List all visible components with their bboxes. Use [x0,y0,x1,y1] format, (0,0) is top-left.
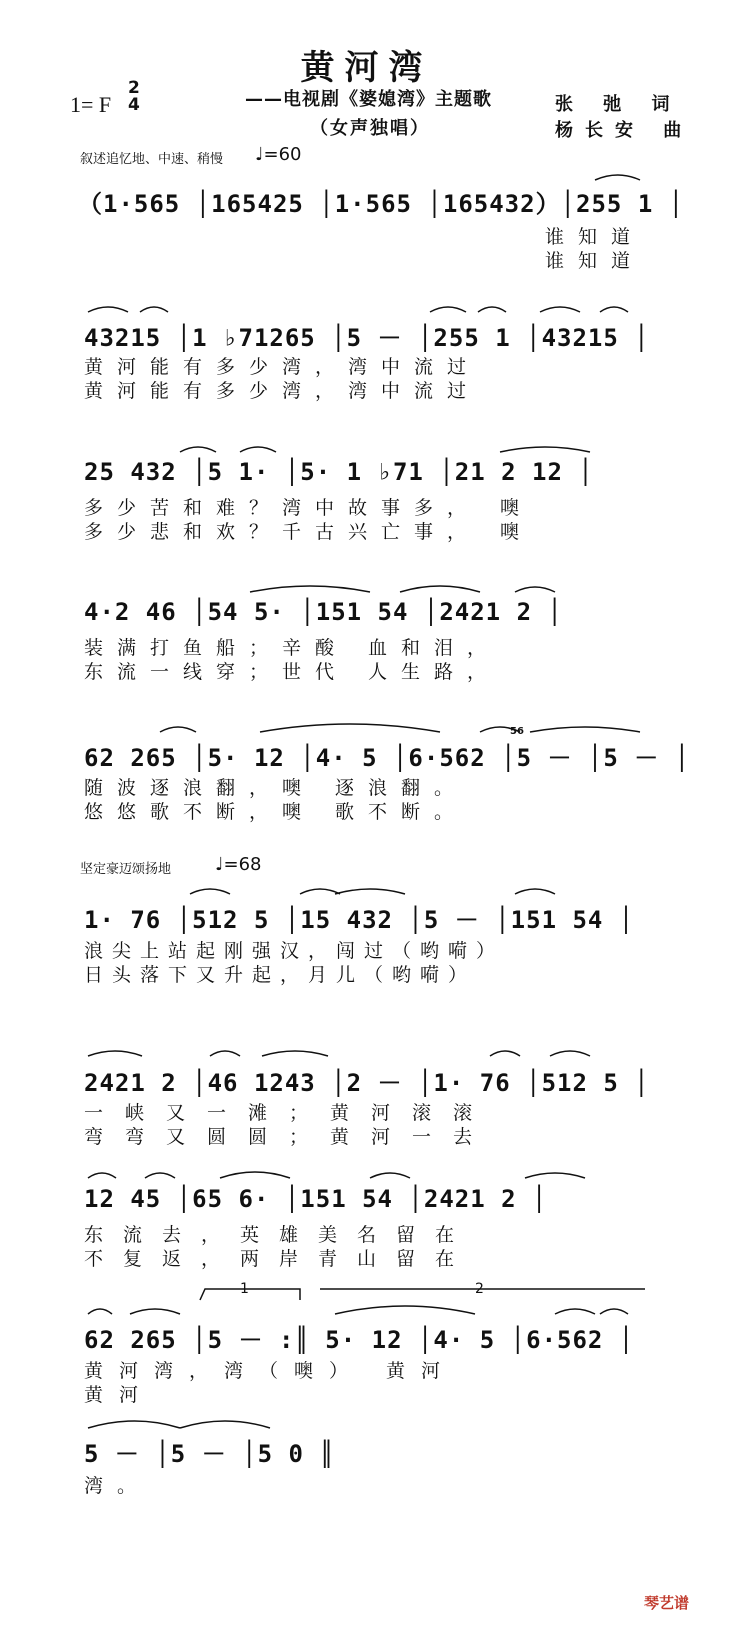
lyric-verse-1: 随波逐浪翻，噢 逐浪翻。 [84,777,468,799]
slur [335,1306,475,1314]
slur [500,447,590,452]
slur [595,175,640,180]
meter-bottom: 4 [128,95,140,115]
slur [478,307,506,312]
slur [335,889,405,894]
slur [240,447,276,452]
slur [88,1421,180,1428]
volta-bracket [200,1289,300,1300]
slur [88,307,128,312]
slur [220,1172,290,1178]
volta-second: 2 [475,1281,484,1297]
slur [530,727,640,732]
notation-line: 1· 76 │512 5 │15 432 │5 － │151 54 │ [84,906,635,934]
notation-line: 5 － │5 － │5 0 ║ [84,1440,335,1468]
notation-line: 4·2 46 │54 5· │151 54 │2421 2 │ [84,598,563,626]
meter-top: 2 [128,78,140,98]
grace-note: 56 [510,726,524,737]
slur [140,307,168,312]
slur [370,1173,410,1178]
slur [550,1051,590,1056]
lyric-verse-1: 黄河湾，湾（噢） 黄河 [84,1360,457,1382]
notation-line: 43215 │1 ♭71265 │5 － │255 1 │43215 │ [84,324,650,352]
slur [262,1051,328,1056]
slur [180,1421,270,1428]
slur [260,724,440,732]
key-signature: 1= F [70,92,112,117]
slur [490,1051,520,1056]
slur [145,1173,175,1178]
lyric-verse-2: 弯弯又圆圆；黄河一去 [84,1126,495,1148]
watermark-logo: 琴艺谱 [643,1594,689,1612]
notation-line: 62 265 │5 － :║ 5· 12 │4· 5 │6·562 │ [84,1326,635,1354]
notation-line: 25 432 │5 1· │5· 1 ♭71 │21 2 12 │ [84,458,594,486]
slur [210,1051,240,1056]
slur [160,727,196,732]
lyric-verse-2: 黄河 [84,1384,155,1406]
lyric-verse-1: 浪尖上站起刚强汉，闯过（哟嗬） [84,940,505,962]
lyric-verse-2: 黄河能有多少湾，湾中流过 [84,380,481,402]
notation-line: 12 45 │65 6· │151 54 │2421 2 │ [84,1185,548,1213]
tempo-text-1: 叙述追忆地、中速、稍慢 [80,152,224,167]
lyric-verse-2: 谁知道 [545,250,645,272]
slur [555,1309,595,1314]
notation-line: （1·565 │165425 │1·565 │165432）│255 1 │ [78,190,685,218]
subtitle: ——电视剧《婆媳湾》主题歌 [245,89,492,110]
slur [480,727,520,732]
lyric-verse-1: 黄河能有多少湾，湾中流过 [84,356,481,378]
lyric-verse-1: 多少苦和难？湾中故事多， 噢 [84,497,534,519]
slur [400,586,480,592]
lyricist: 张 弛 词 [555,94,682,115]
tempo-bpm-1: ♩=60 [255,144,302,165]
slur [525,1173,585,1178]
slur [540,307,580,312]
slur [515,587,555,592]
lyric-verse-1: 东流去，英雄美名留在 [84,1224,475,1246]
slur [88,1309,112,1314]
notation-line: 62 265 │5· 12 │4· 5 │6·562 │5 － │5 － │ [84,744,691,772]
lyric-verse-1: 谁知道 [545,226,645,248]
lyric-verse-2: 不复返，两岸青山留在 [84,1248,475,1270]
lyric-verse-2: 日头落下又升起，月儿（哟嗬） [84,964,477,986]
lyric-final: 湾。 [84,1475,151,1497]
tempo-text-2: 坚定豪迈颂扬地 [80,862,172,877]
slur [430,307,466,312]
lyric-verse-2: 多少悲和欢？千古兴亡事， 噢 [84,521,534,543]
tempo-bpm-2: ♩=68 [215,854,262,875]
composer: 杨长安 曲 [555,120,694,141]
lyric-verse-2: 东流一线穿；世代 人生路， [84,661,501,683]
slur [88,1051,142,1056]
slur [88,1173,116,1178]
slur [180,447,216,452]
voice-type: （女声独唱） [310,118,430,139]
slur [515,889,555,894]
slur [250,586,370,592]
slur [190,889,230,894]
slur [600,307,628,312]
slur [300,889,340,894]
slur [600,1309,628,1314]
lyric-verse-1: 一峡又一滩；黄河滚滚 [84,1102,495,1124]
lyric-verse-1: 装满打鱼船；辛酸 血和泪， [84,637,501,659]
volta-first: 1 [240,1281,249,1297]
lyric-verse-2: 悠悠歌不断，噢 歌不断。 [84,801,468,823]
notation-line: 2421 2 │46 1243 │2 － │1· 76 │512 5 │ [84,1069,650,1097]
song-title: 黄河湾 [300,48,433,88]
slur [130,1309,180,1314]
